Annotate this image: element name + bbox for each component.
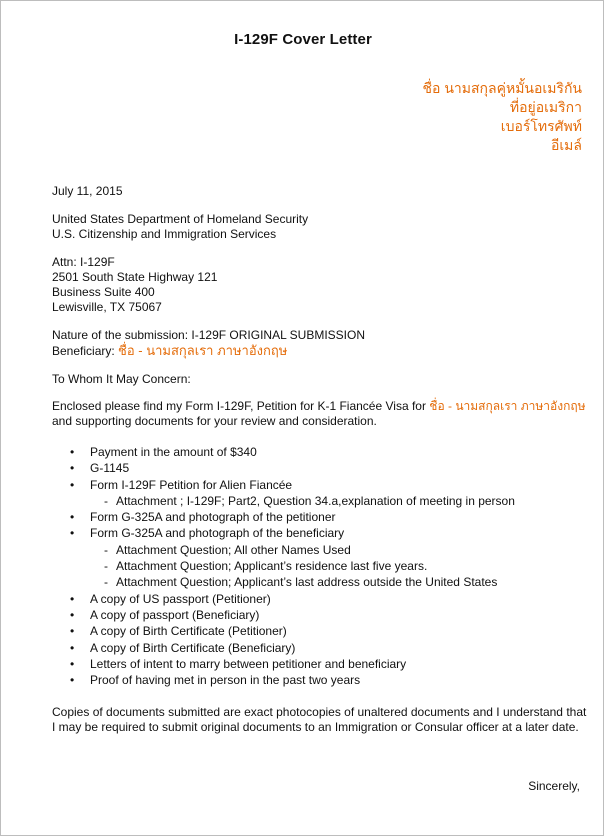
submission-block <box>52 328 592 359</box>
list-item-label: Form G-325A and photograph of the beneficiary <box>90 526 345 541</box>
page-title: I-129F Cover Letter <box>234 31 372 48</box>
list-item-label: Form I-129F Petition for Alien Fiancée <box>90 477 293 492</box>
beneficiary-line <box>52 343 592 359</box>
list-item: • G-1145 <box>52 460 515 476</box>
letter-date: July 11, 2015 <box>52 184 123 198</box>
sender-name: ชื่อ นามสกุลคู่หมั้นอเมริกัน <box>422 80 582 96</box>
beneficiary-label: Beneficiary: <box>52 344 115 358</box>
list-item: • Payment in the amount of $340 <box>52 444 515 460</box>
submission-nature: Nature of the submission: I-129F ORIGINAL SUBMISSION <box>52 328 365 342</box>
beneficiary-name: ชื่อ - นามสกุลเรา ภาษาอังกฤษ <box>118 343 288 358</box>
sender-email: อีเมล์ <box>550 137 582 153</box>
sublist-item: - Attachment Question; Applicant’s residence last five years. <box>90 558 515 574</box>
sublist-item: - Attachment Question; Applicant’s last address outside the United States <box>90 574 515 590</box>
intro-line-1 <box>52 399 592 414</box>
enclosure-list <box>52 444 515 688</box>
closing-paragraph <box>52 705 592 735</box>
sender-block <box>423 79 582 155</box>
recipient-block <box>52 212 592 242</box>
attn-block <box>52 255 592 315</box>
attn-line-2: 2501 South State Highway 121 <box>52 270 218 284</box>
attn-line-4: Lewisville, TX 75067 <box>52 300 162 314</box>
list-item: • Letters of intent to marry between petitioner and beneficiary <box>52 656 515 672</box>
salutation: To Whom It May Concern: <box>52 372 191 386</box>
recipient-line-1: United States Department of Homeland Security <box>52 212 309 226</box>
intro-beneficiary-name: ชื่อ - นามสกุลเรา ภาษาอังกฤษ <box>429 399 586 413</box>
sign-off: Sincerely, <box>528 779 580 793</box>
recipient-line-2: U.S. Citizenship and Immigration Services <box>52 227 277 241</box>
attn-line-3: Business Suite 400 <box>52 285 155 299</box>
attn-line-1: Attn: I-129F <box>52 255 115 269</box>
intro-line-2: and supporting documents for your review and consideration. <box>52 414 377 428</box>
intro-text: Enclosed please find my Form I-129F, Petition for K-1 Fiancée Visa for <box>52 399 430 413</box>
list-item: • A copy of US passport (Petitioner) <box>52 591 515 607</box>
sender-phone: เบอร์โทรศัพท์ <box>500 118 582 134</box>
sublist-item: - Attachment ; I-129F; Part2, Question 34.a,explanation of meeting in person <box>90 493 515 509</box>
list-item <box>52 525 515 590</box>
list-item: • A copy of passport (Beneficiary) <box>52 607 515 623</box>
sublist <box>90 542 515 591</box>
sublist-item: - Attachment Question; All other Names Used <box>90 542 515 558</box>
closing-line-2: I may be required to submit original documents to an Immigration or Consular officer at a later date. <box>52 720 579 734</box>
sublist <box>90 493 515 509</box>
intro-paragraph <box>52 399 592 429</box>
list-item <box>52 477 515 510</box>
closing-line-1: Copies of documents submitted are exact photocopies of unaltered documents and I understand that <box>52 705 587 719</box>
list-item: • Form G-325A and photograph of the petitioner <box>52 509 515 525</box>
sender-address: ที่อยู่อเมริกา <box>509 99 582 115</box>
list-item: • Proof of having met in person in the past two years <box>52 672 515 688</box>
list-item: • A copy of Birth Certificate (Beneficiary) <box>52 640 515 656</box>
list-item: • A copy of Birth Certificate (Petitioner) <box>52 623 515 639</box>
